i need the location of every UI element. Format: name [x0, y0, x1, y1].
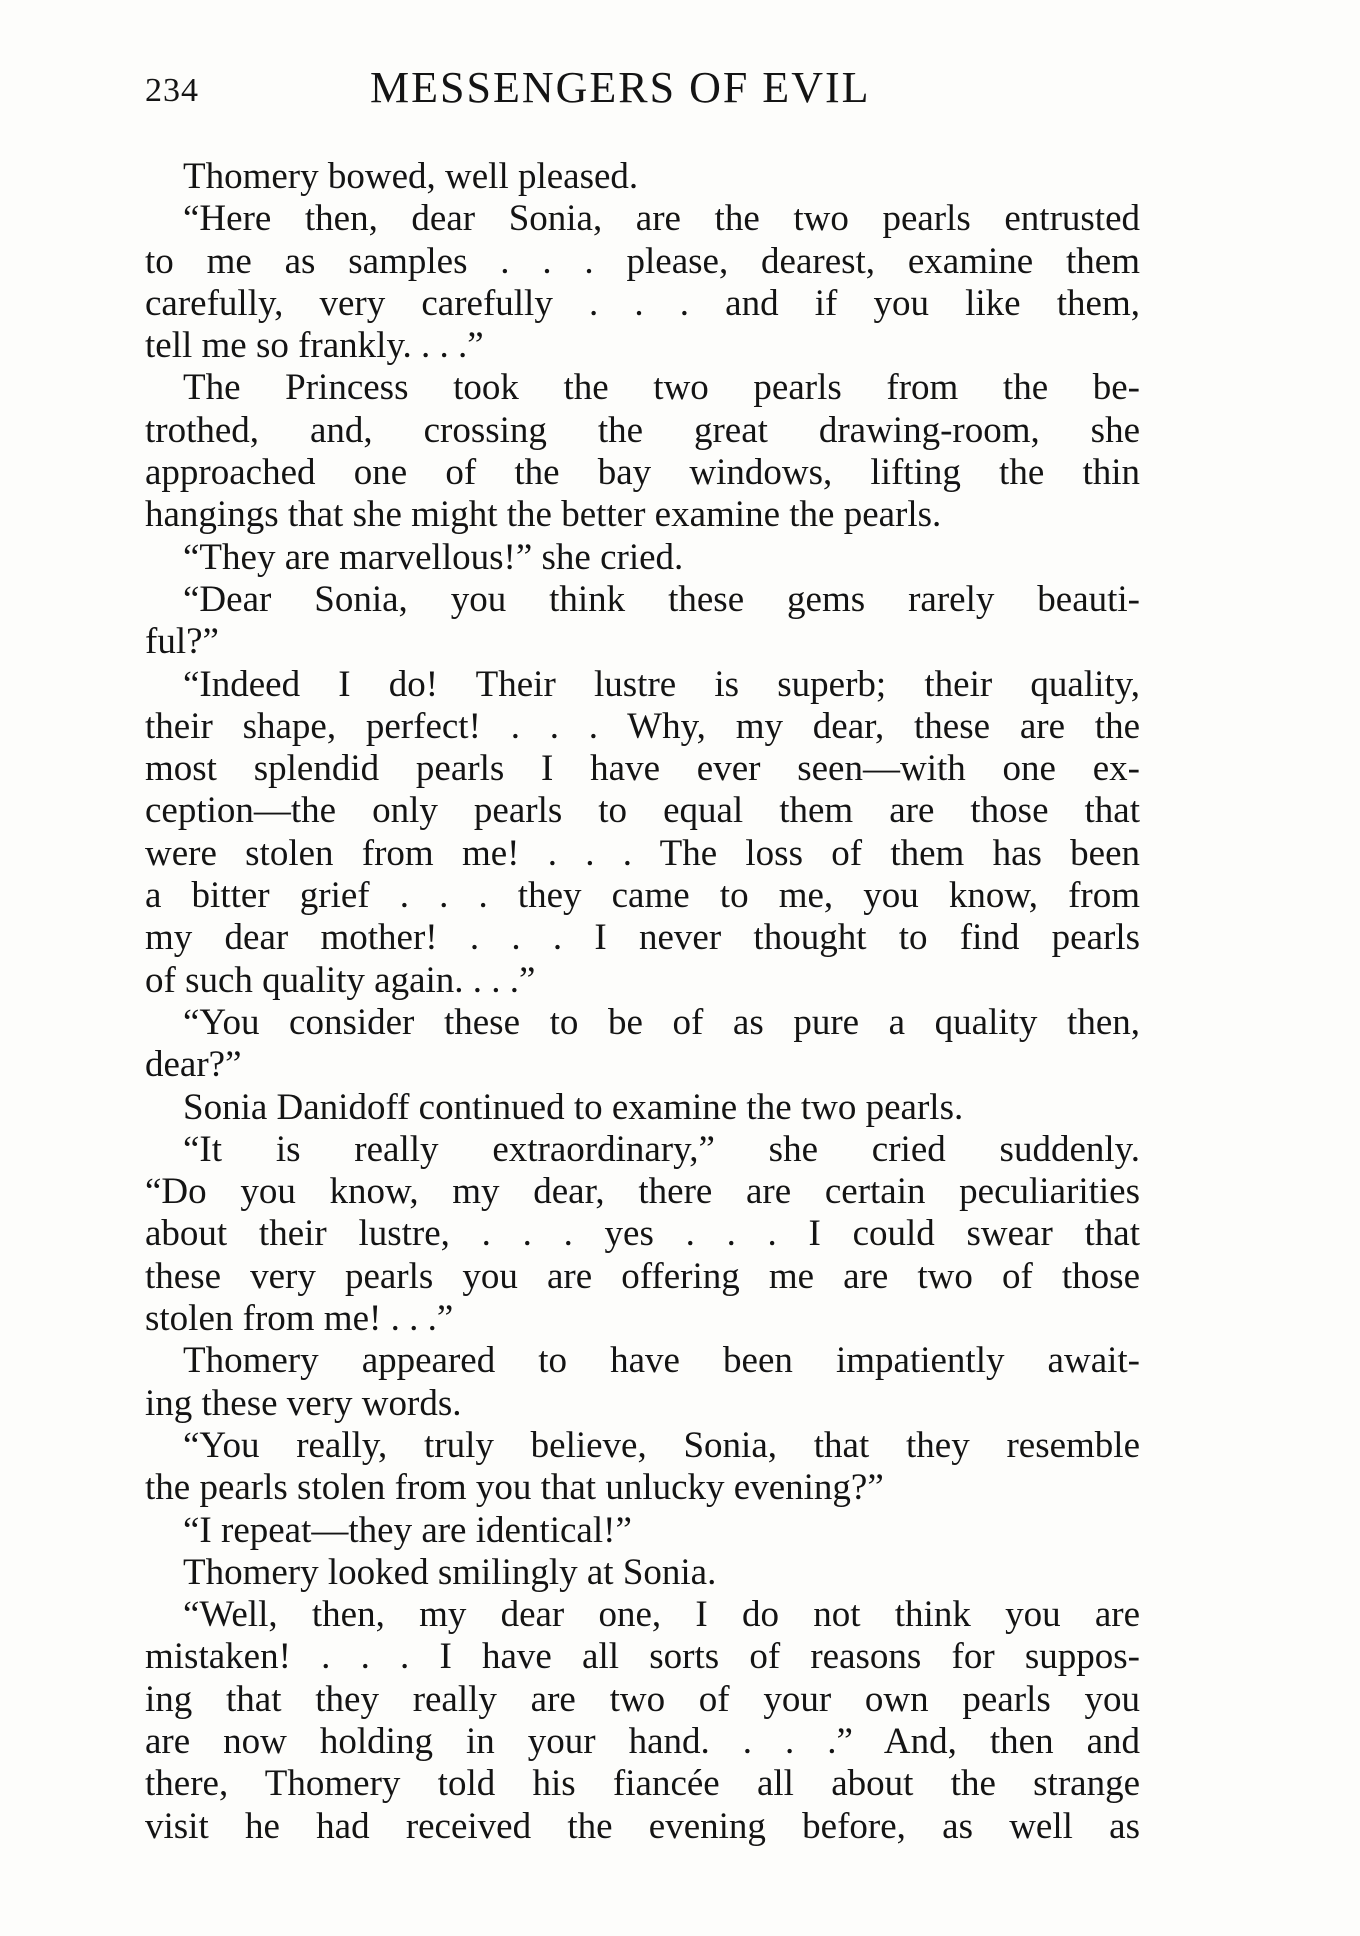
text-line: the pearls stolen from you that unlucky evening?” — [145, 1467, 884, 1509]
text-line: ful?” — [145, 621, 219, 663]
text-line: “Do you know, my dear, there are certain peculiarities — [145, 1171, 1140, 1213]
text-line: there, Thomery told his fiancée all about the strange — [145, 1763, 1140, 1805]
text-line: most splendid pearls I have ever seen—with one ex- — [145, 748, 1140, 790]
text-line: to me as samples . . . please, dearest, examine them — [145, 240, 1140, 282]
text-line: Thomery looked smilingly at Sonia. — [183, 1551, 717, 1593]
text-line: dear?” — [145, 1044, 242, 1086]
text-line: “Well, then, my dear one, I do not think you are — [183, 1594, 1140, 1636]
text-line: visit he had received the evening before, as well as — [145, 1805, 1140, 1847]
text-line: “Here then, dear Sonia, are the two pearls entrusted — [183, 198, 1140, 240]
text-line: their shape, perfect! . . . Why, my dear, these are the — [145, 705, 1140, 747]
text-line: these very pearls you are offering me are two of those — [145, 1255, 1140, 1297]
text-line: ception—the only pearls to equal them are those that — [145, 790, 1140, 832]
body-text — [145, 156, 1140, 1848]
text-line: trothed, and, crossing the great drawing-room, she — [145, 409, 1140, 451]
text-line: stolen from me! . . .” — [145, 1298, 454, 1340]
text-line: Sonia Danidoff continued to examine the two pearls. — [183, 1086, 964, 1128]
page-number: 234 — [145, 72, 199, 109]
text-line: approached one of the bay windows, lifting the thin — [145, 452, 1140, 494]
text-line: “You really, truly believe, Sonia, that they resemble — [183, 1424, 1140, 1466]
text-line: of such quality again. . . .” — [145, 959, 536, 1001]
text-line: The Princess took the two pearls from the be- — [183, 367, 1140, 409]
text-line: Thomery bowed, well pleased. — [183, 156, 639, 197]
text-line: “Indeed I do! Their lustre is superb; their quality, — [183, 663, 1140, 705]
text-line: “It is really extraordinary,” she cried suddenly. — [183, 1128, 1140, 1170]
running-title: MESSENGERS OF EVIL — [370, 63, 871, 112]
page-header — [145, 62, 1145, 122]
text-line: ing that they really are two of your own pearls you — [145, 1678, 1140, 1720]
text-line: “Dear Sonia, you think these gems rarely beauti- — [183, 578, 1140, 620]
text-line: carefully, very carefully . . . and if you like them, — [145, 282, 1140, 324]
text-line: about their lustre, . . . yes . . . I could swear that — [145, 1213, 1140, 1255]
text-line: a bitter grief . . . they came to me, you know, from — [145, 875, 1140, 917]
text-line: Thomery appeared to have been impatiently await- — [183, 1340, 1140, 1382]
text-line: “You consider these to be of as pure a quality then, — [183, 1001, 1140, 1043]
text-line: mistaken! . . . I have all sorts of reasons for suppos- — [145, 1636, 1140, 1678]
text-line: are now holding in your hand. . . .” And, then and — [145, 1720, 1140, 1762]
text-line: “They are marvellous!” she cried. — [183, 536, 684, 578]
text-line: my dear mother! . . . I never thought to find pearls — [145, 917, 1140, 959]
text-line: ing these very words. — [145, 1382, 462, 1424]
text-line: “I repeat—they are identical!” — [183, 1509, 632, 1551]
text-line: were stolen from me! . . . The loss of them has been — [145, 832, 1140, 874]
text-line: hangings that she might the better examine the pearls. — [145, 494, 942, 536]
text-line: tell me so frankly. . . .” — [145, 325, 484, 367]
